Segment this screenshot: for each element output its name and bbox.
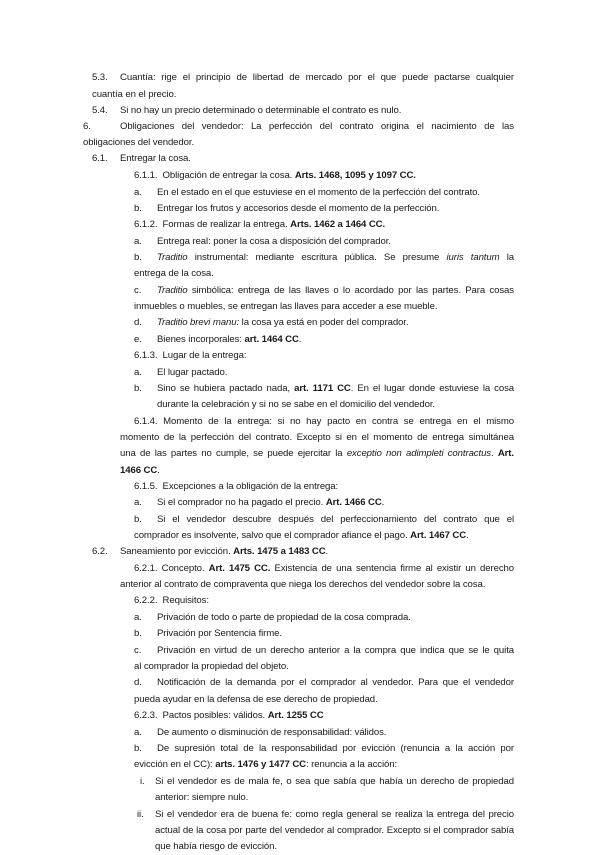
italic-term: iuris tantum	[446, 252, 500, 263]
item-text: Privación por Sentencia firme.	[157, 628, 282, 639]
item-text: al comprador la propiedad del objeto.	[134, 661, 289, 672]
item-line	[134, 560, 514, 577]
paragraph-line: anterior al contrato de compraventa que niega los derechos del vendedor sobre la cosa.	[120, 579, 486, 590]
item-text: El lugar pactado.	[157, 367, 228, 378]
item-number: a.	[134, 497, 142, 508]
item-text: inmuebles o muebles, se entregan las llaves para acceder a ese mueble.	[134, 301, 438, 312]
item-text: Entrega real: poner la cosa a disposición del comprador.	[157, 236, 391, 247]
item-text-part: simbólica: entrega de las llaves o lo acordado por las partes. Para cosas	[191, 285, 514, 296]
item-text: Formas de realizar la entrega.	[162, 219, 288, 230]
item-line	[134, 478, 338, 495]
punctuation: .	[298, 334, 302, 345]
item-text	[157, 249, 514, 266]
item-line	[134, 707, 324, 724]
punctuation: .	[491, 448, 494, 459]
item-text	[157, 331, 301, 348]
section-number: 6.	[83, 121, 91, 132]
item-number: e.	[134, 334, 142, 345]
item-number: a.	[134, 612, 142, 623]
item-text	[157, 380, 514, 397]
punctuation: .	[381, 497, 385, 508]
item-number: b.	[134, 743, 142, 754]
item-number: 6.2.1.	[134, 563, 158, 574]
item-text: Excepciones a la obligación de la entrega:	[162, 481, 339, 492]
item-number: i.	[140, 776, 145, 787]
legal-reference: Art. 1475 CC.	[208, 563, 271, 574]
punctuation: .	[157, 465, 160, 476]
italic-term: Traditio	[157, 252, 188, 263]
item-text: actual de la cosa por parte del vendedor al comprador. Excepto si el comprador sabía	[155, 825, 514, 836]
item-number: b.	[134, 383, 142, 394]
item-text: De supresión total de la responsabilidad por evicción (renuncia a la acción por	[157, 743, 514, 754]
item-text-part: Saneamiento por evicción.	[120, 546, 231, 557]
paragraph-line: Si no hay un precio determinado o determinable el contrato es nulo.	[120, 105, 402, 116]
item-line	[134, 592, 209, 609]
item-number: 6.2.3.	[134, 710, 158, 721]
legal-reference: Art.	[497, 448, 514, 459]
item-number: b.	[134, 514, 142, 525]
item-text-part: : renuncia a la acción:	[306, 759, 398, 770]
item-number: 6.1.5.	[134, 481, 158, 492]
item-number: 6.1.4.	[134, 416, 158, 427]
item-text: durante la celebración y si no se sabe en el domicilio del vendedor.	[157, 399, 435, 410]
item-number: a.	[134, 367, 142, 378]
item-text: Obligación de entregar la cosa.	[162, 170, 293, 181]
item-text-part: . En el lugar donde estuviese la cosa	[350, 383, 514, 394]
paragraph-line: momento de la perfección del contrato. Excepto si en el momento de entrega simultánea	[120, 432, 514, 443]
paragraph-line: Obligaciones del vendedor: La perfección del contrato origina el nacimiento de las	[120, 121, 514, 132]
paragraph-line: cuantía en el precio.	[92, 89, 177, 100]
item-text	[157, 314, 408, 331]
item-text: Privación de todo o parte de propiedad de la cosa comprada.	[157, 612, 411, 623]
item-line	[134, 347, 246, 364]
legal-reference: 1466 CC	[120, 465, 158, 476]
item-text-part: comprador es insolvente, salvo que el comprador afiance el pago.	[134, 530, 408, 541]
legal-reference: art. 1171 CC	[294, 383, 351, 394]
item-text-part: evicción en el CC):	[134, 759, 213, 770]
item-text-part: Si el comprador no ha pagado el precio.	[157, 497, 324, 508]
item-text: que había riesgo de evicción.	[155, 841, 277, 852]
item-number: ii.	[137, 809, 144, 820]
item-text-part: instrumental: mediante escritura pública. Se presume	[194, 252, 440, 263]
item-number: a.	[134, 236, 142, 247]
item-text-part: la	[506, 252, 514, 263]
legal-reference: art. 1464 CC	[244, 334, 299, 345]
item-line	[134, 167, 416, 184]
item-number: b.	[134, 252, 142, 263]
italic-term: exceptio non adimpleti contractus	[346, 448, 491, 459]
item-text: Requisitos:	[162, 595, 209, 606]
item-text: De aumento o disminución de responsabilidad: válidos.	[157, 727, 387, 738]
legal-reference: Art. 1467 CC	[410, 530, 467, 541]
item-text-part: Concepto.	[161, 563, 205, 574]
item-text-part: Existencia de una sentencia firme al existir un derecho	[274, 563, 514, 574]
item-number: 6.1.1.	[134, 170, 158, 181]
paragraph-line: obligaciones del vendedor.	[83, 137, 195, 148]
legal-reference: Arts. 1462 a 1464 CC.	[290, 219, 386, 230]
item-text: Lugar de la entrega:	[162, 350, 247, 361]
item-text-part: Sino se hubiera pactado nada,	[157, 383, 291, 394]
item-number: 6.1.2.	[134, 219, 158, 230]
item-number: c.	[134, 285, 142, 296]
item-text-part: una de las partes no cumple, se puede ejercitar la	[120, 448, 343, 459]
italic-term: Traditio brevi manu:	[157, 317, 240, 328]
item-text	[157, 494, 384, 511]
paragraph-line: Cuantía: rige el principio de libertad de mercado por el que puede pactarse cualquier	[120, 72, 514, 83]
item-text	[134, 527, 469, 544]
item-number: c.	[134, 645, 142, 656]
item-number: 6.1.	[92, 153, 108, 164]
item-number: 6.1.3.	[134, 350, 158, 361]
paragraph-line	[120, 462, 160, 479]
item-text: Entregar los frutos y accesorios desde el momento de la perfección.	[157, 203, 440, 214]
punctuation: .	[325, 546, 329, 557]
item-text: Si el vendedor es de mala fe, o sea que sabía que había un derecho de propiedad	[155, 776, 514, 787]
item-line	[134, 216, 385, 233]
heading-line	[120, 543, 328, 560]
paragraph-line	[120, 445, 514, 462]
item-text-part: Momento de la entrega: si no hay pacto en contra se entrega en el mismo	[163, 416, 514, 427]
item-number: 6.2.2.	[134, 595, 158, 606]
legal-reference: Arts. 1475 a 1483 CC	[233, 546, 326, 557]
item-number: b.	[134, 628, 142, 639]
legal-reference: arts. 1476 y 1477 CC	[215, 759, 307, 770]
item-number: d.	[134, 677, 142, 688]
item-text: entrega de la cosa.	[134, 268, 214, 279]
item-number: a.	[134, 187, 142, 198]
item-number: 6.2.	[92, 546, 108, 557]
punctuation: .	[466, 530, 469, 541]
legal-reference: Art. 1255 CC	[267, 710, 324, 721]
item-number: 5.3.	[92, 72, 108, 83]
item-text: Pactos posibles: válidos.	[162, 710, 266, 721]
item-text: En el estado en el que estuviese en el momento de la perfección del contrato.	[157, 187, 480, 198]
italic-term: Traditio	[157, 285, 188, 296]
item-text: Si el vendedor descubre después del perfeccionamiento del contrato que el	[157, 514, 514, 525]
item-number: a.	[134, 727, 142, 738]
heading-line: Entregar la cosa.	[120, 153, 191, 164]
item-text: Si el vendedor era de buena fe: como regla general se realiza la entrega del precio	[155, 809, 514, 820]
item-text: Notificación de la demanda por el comprador al vendedor. Para que el vendedor	[157, 677, 514, 688]
legal-reference: Art. 1466 CC	[325, 497, 382, 508]
item-number: 5.4.	[92, 105, 108, 116]
item-text: pueda ayudar en la defensa de ese derecho de propiedad.	[134, 694, 378, 705]
item-text	[134, 756, 397, 773]
item-number: b.	[134, 203, 142, 214]
item-text-part: la cosa ya está en poder del comprador.	[241, 317, 409, 328]
item-text-part: Bienes incorporales:	[157, 334, 242, 345]
item-text	[157, 282, 514, 299]
item-line	[134, 413, 514, 430]
item-number: d.	[134, 317, 142, 328]
item-text: Privación en virtud de un derecho anterior a la compra que indica que se le quita	[157, 645, 514, 656]
legal-reference: Arts. 1468, 1095 y 1097 CC.	[294, 170, 416, 181]
item-text: anterior: siempre nulo.	[155, 792, 249, 803]
